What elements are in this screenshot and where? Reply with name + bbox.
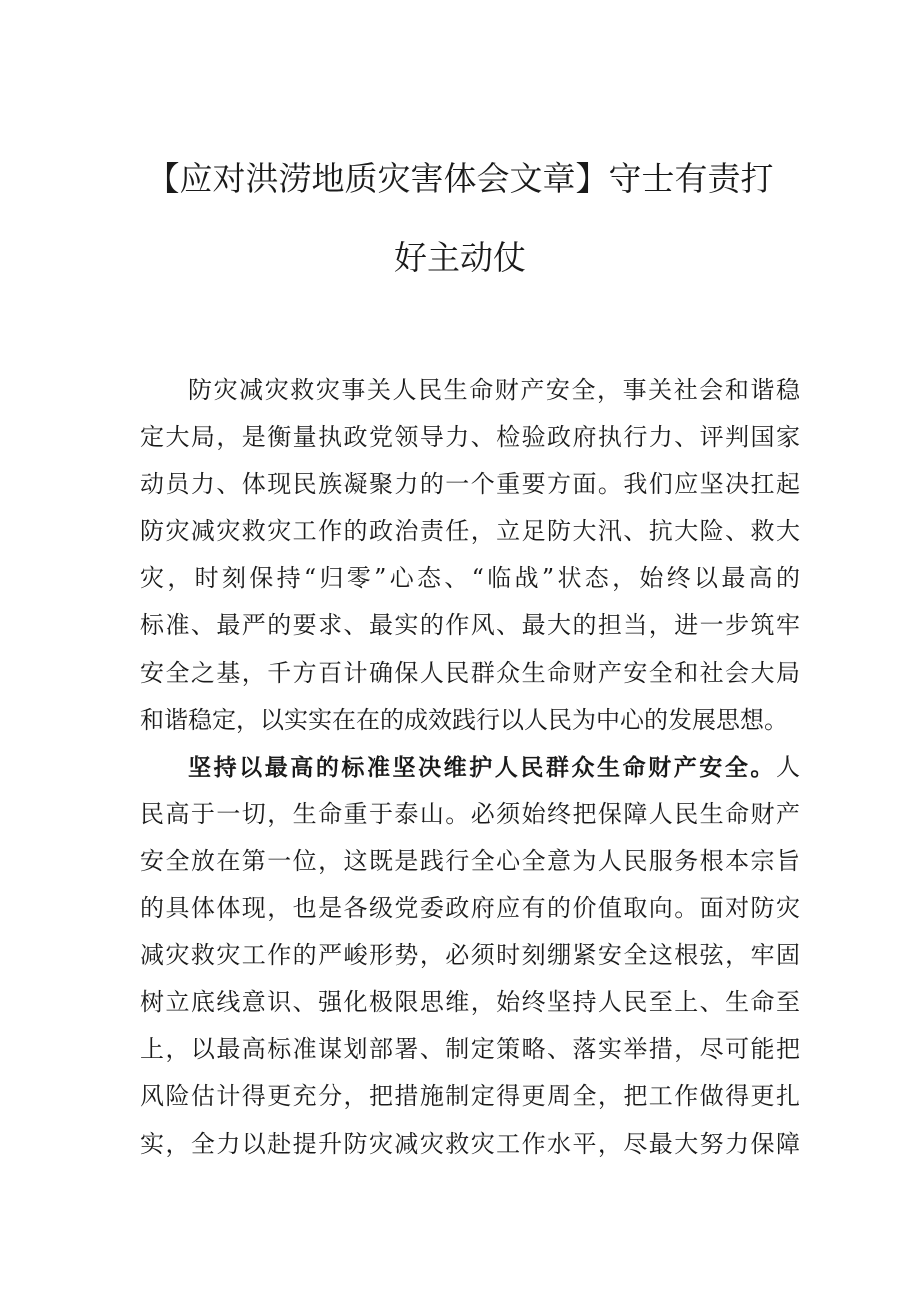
paragraph-line: 树立底线意识、强化极限思维，始终坚持人民至上、生命至: [140, 988, 800, 1017]
paragraph-line: 减灾救灾工作的严峻形势，必须时刻绷紧安全这根弦，牢固: [140, 941, 800, 970]
paragraph-line: 实，全力以赴提升防灾减灾救灾工作水平，尽最大努力保障: [140, 1129, 800, 1158]
paragraph-heading-tail: 人: [776, 752, 800, 781]
paragraph-line: 动员力、体现民族凝聚力的一个重要方面。我们应坚决扛起: [140, 470, 800, 499]
paragraph-line: 防灾减灾救灾工作的政治责任，立足防大汛、抗大险、救大: [140, 517, 800, 546]
paragraph-line: 灾，时刻保持“归零”心态、“临战”状态，始终以最高的: [140, 564, 800, 593]
paragraph-line: 风险估计得更充分，把措施制定得更周全，把工作做得更扎: [140, 1082, 800, 1111]
document-title-line-2: 好主动仗: [394, 238, 526, 277]
paragraph-line: 和谐稳定，以实实在在的成效践行以人民为中心的发展思想。: [140, 705, 788, 734]
paragraph-2: [140, 744, 800, 1168]
paragraph-line: 的具体体现，也是各级党委政府应有的价值取向。面对防灾: [140, 894, 800, 923]
paragraph-line: 安全之基，千方百计确保人民群众生命财产安全和社会大局: [140, 658, 800, 687]
paragraph-line: 定大局，是衡量执政党领导力、检验政府执行力、评判国家: [140, 423, 800, 452]
paragraph-heading: 坚持以最高的标准坚决维护人民群众生命财产安全。: [188, 754, 776, 781]
paragraph-line: 标准、最严的要求、最实的作风、最大的担当，进一步筑牢: [140, 611, 800, 640]
paragraph-line: 民高于一切，生命重于泰山。必须始终把保障人民生命财产: [140, 799, 800, 828]
document-body: [140, 367, 800, 1168]
paragraph-1: [140, 367, 800, 744]
paragraph-line: [140, 744, 800, 791]
paragraph-line: 防灾减灾救灾事关人民生命财产安全，事关社会和谐稳: [188, 376, 800, 404]
paragraph-line: 上，以最高标准谋划部署、制定策略、落实举措，尽可能把: [140, 1035, 800, 1064]
paragraph-line: 安全放在第一位，这既是践行全心全意为人民服务根本宗旨: [140, 846, 800, 875]
document-title-line-1: 【应对洪涝地质灾害体会文章】守士有责打: [146, 159, 774, 198]
